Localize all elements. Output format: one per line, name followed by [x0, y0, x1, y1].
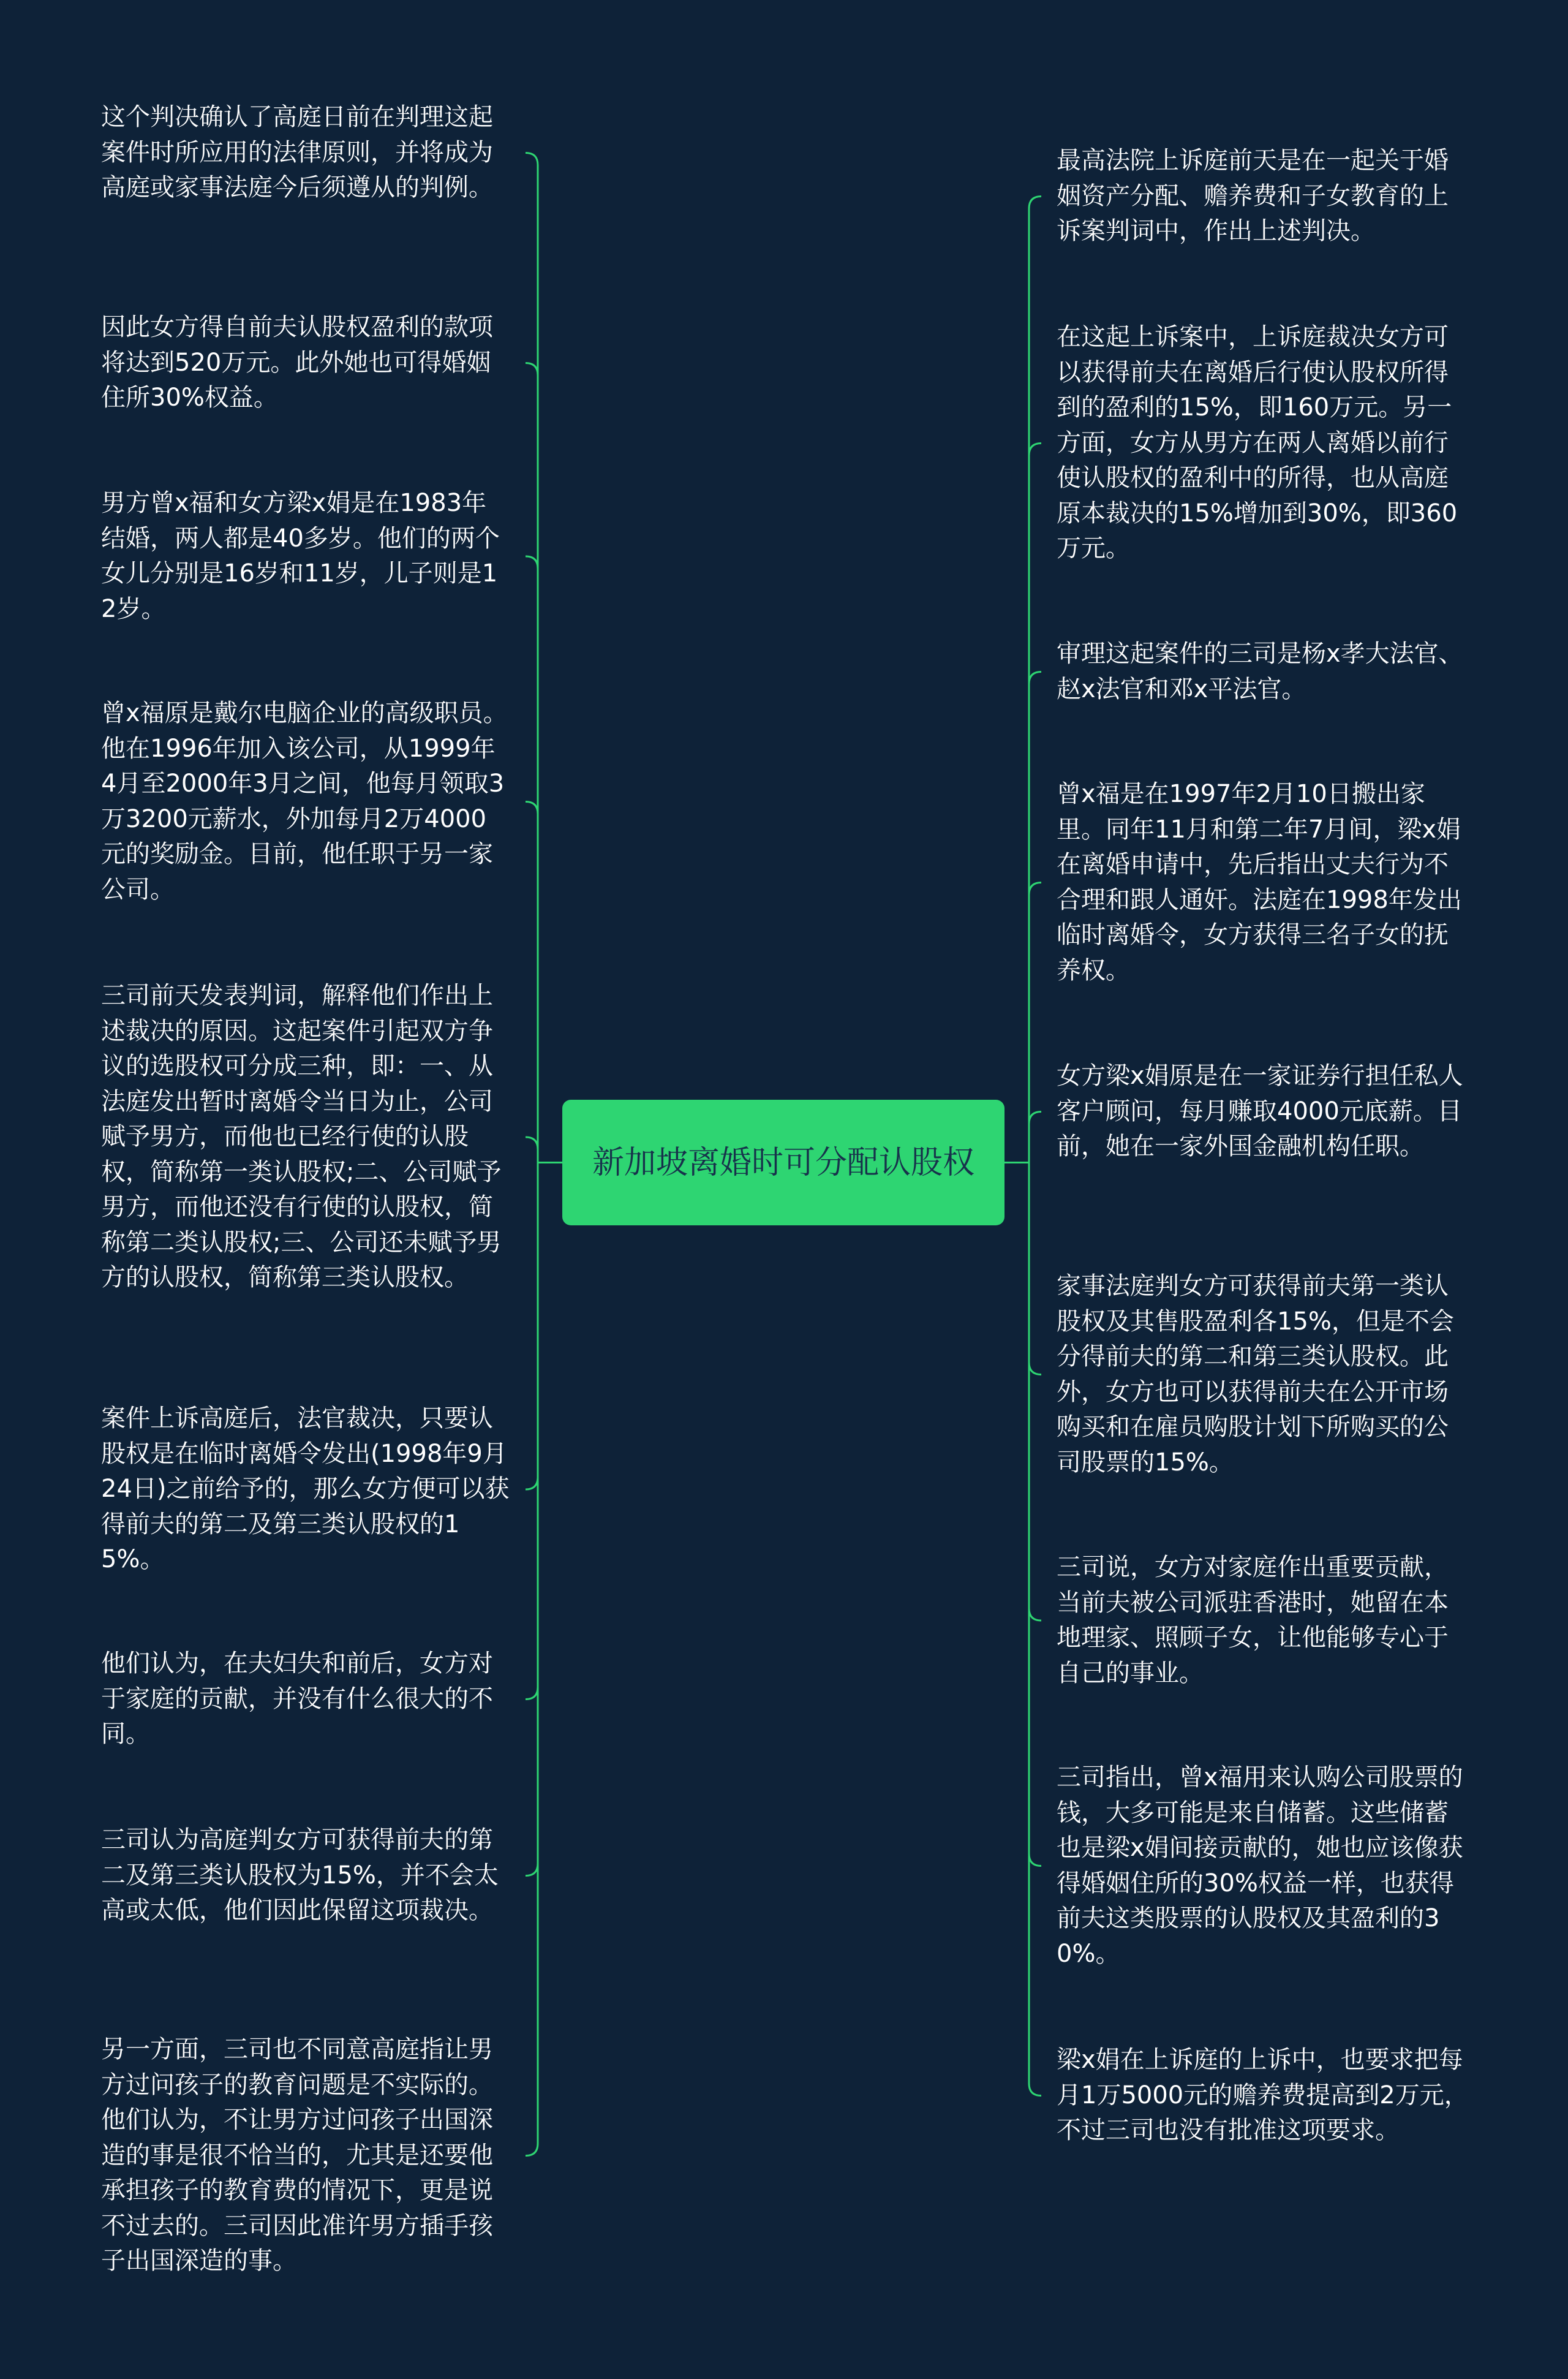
right-node-4[interactable]: 曾x福是在1997年2月10日搬出家里。同年11月和第二年7月间，梁x娟在离婚申请中，先后指出丈夫行为不合理和跟人通奸。法庭在1998年发出临时离婚令，女方获得三名子女的抚养权。 [1057, 780, 1462, 985]
central-topic[interactable] [562, 1100, 1005, 1225]
right-connector-6 [1029, 1363, 1041, 1375]
left-connector-8 [526, 1864, 538, 1876]
central-topic-label: 新加坡离婚时可分配认股权 [592, 1144, 974, 1181]
left-connector-9 [526, 2144, 538, 2156]
right-connector-8 [1029, 1854, 1041, 1866]
left-node-5[interactable]: 三司前天发表判词，解释他们作出上述裁决的原因。这起案件引起双方争议的选股权可分成三种，即：一、从法庭发出暂时离婚令当日为止，公司赋予男方，而他也已经行使的认股权，简称第一类认股权;二、公司赋予男方，而他还没有行使的认股权，简称第二类认股权;三、公司还未赋予男方的认股权，简称第三类认股权。 [101, 981, 502, 1292]
left-node-9[interactable]: 另一方面，三司也不同意高庭指让男方过问孩子的教育问题是不实际的。他们认为，不让男方过问孩子出国深造的事是很不恰当的，尤其是还要他承担孩子的教育费的情况下，更是说不过去的。三司因此准许男方插手孩子出国深造的事。 [101, 2035, 493, 2275]
right-node-5[interactable]: 女方梁x娟原是在一家证券行担任私人客户顾问，每月赚取4000元底薪。目前，她在一家外国金融机构任职。 [1057, 1062, 1463, 1160]
right-node-1[interactable]: 最高法院上诉庭前天是在一起关于婚姻资产分配、赡养费和子女教育的上诉案判词中，作出上述判决。 [1057, 146, 1449, 245]
right-connector-7 [1029, 1608, 1041, 1621]
right-connector-9 [1029, 2084, 1041, 2096]
right-node-3[interactable]: 审理这起案件的三司是杨x孝大法官、赵x法官和邓x平法官。 [1057, 640, 1463, 703]
right-connector-4 [1029, 883, 1041, 895]
right-node-6[interactable]: 家事法庭判女方可获得前夫第一类认股权及其售股盈利各15%，但是不会分得前夫的第二和第三类认股权。此外，女方也可以获得前夫在公开市场购买和在雇员购股计划下所购买的公司股票的15%。 [1057, 1272, 1454, 1477]
left-connector-2 [526, 363, 538, 376]
right-node-7[interactable]: 三司说，女方对家庭作出重要贡献，当前夫被公司派驻香港时，她留在本地理家、照顾子女，让他能够专心于自己的事业。 [1057, 1553, 1449, 1687]
right-branch-lines [1005, 197, 1041, 2096]
left-node-3[interactable]: 男方曾x福和女方梁x娟是在1983年结婚，两人都是40多岁。他们的两个女儿分别是16岁和11岁，儿子则是12岁。 [101, 489, 500, 623]
left-connector-4 [526, 802, 538, 814]
right-connector-5 [1029, 1112, 1041, 1124]
left-node-6[interactable]: 案件上诉高庭后，法官裁决，只要认股权是在临时离婚令发出(1998年9月24日)之前给予的，那么女方便可以获得前夫的第二及第三类认股权的15%。 [101, 1404, 510, 1573]
right-connector-1 [1029, 197, 1041, 209]
left-node-1[interactable]: 这个判决确认了高庭日前在判理这起案件时所应用的法律原则，并将成为高庭或家事法庭今后须遵从的判例。 [101, 103, 493, 202]
left-branch-lines [526, 153, 562, 2156]
left-node-2[interactable]: 因此女方得自前夫认股权盈利的款项将达到520万元。此外她也可得婚姻住所30%权益。 [101, 313, 493, 412]
left-node-8[interactable]: 三司认为高庭判女方可获得前夫的第二及第三类认股权为15%，并不会太高或太低，他们因此保留这项裁决。 [101, 1826, 499, 1924]
left-connector-6 [526, 1477, 538, 1489]
left-node-4[interactable]: 曾x福原是戴尔电脑企业的高级职员。他在1996年加入该公司，从1999年4月至2000年3月之间，他每月领取3万3200元薪水，外加每月2万4000元的奖励金。目前，他任职于另一家公司。 [101, 699, 508, 904]
left-connector-5 [526, 1137, 538, 1149]
right-connector-3 [1029, 672, 1041, 684]
left-connector-7 [526, 1687, 538, 1700]
left-connector-3 [526, 556, 538, 569]
right-node-8[interactable]: 三司指出，曾x福用来认购公司股票的钱，大多可能是来自储蓄。这些储蓄也是梁x娟间接贡献的，她也应该像获得婚姻住所的30%权益一样，也获得前夫这类股票的认股权及其盈利的30%。 [1057, 1763, 1463, 1968]
right-node-2[interactable]: 在这起上诉案中，上诉庭裁决女方可以获得前夫在离婚后行使认股权所得到的盈利的15%，即160万元。另一方面，女方从男方在两人离婚以前行使认股权的盈利中的所得，也从高庭原本裁决的15%增加到30%，即360万元。 [1057, 323, 1458, 562]
left-connector-1 [526, 153, 538, 165]
left-node-7[interactable]: 他们认为，在夫妇失和前后，女方对于家庭的贡献，并没有什么很大的不同。 [101, 1649, 493, 1748]
right-connector-2 [1029, 444, 1041, 456]
right-node-9[interactable]: 梁x娟在上诉庭的上诉中，也要求把每月1万5000元的赡养费提高到2万元，不过三司也没有批准这项要求。 [1057, 2046, 1469, 2144]
